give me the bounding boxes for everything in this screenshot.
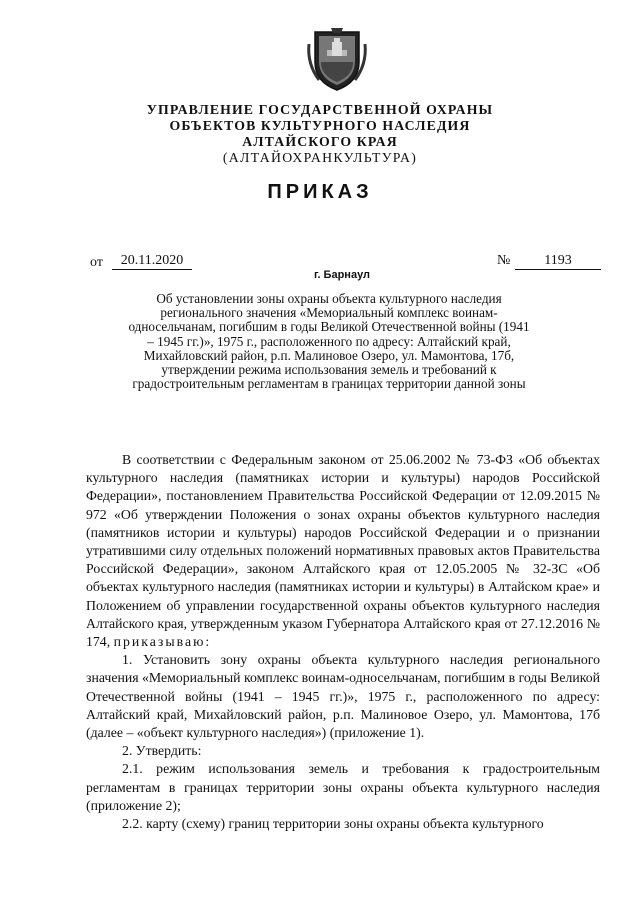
preamble-paragraph <box>86 451 600 651</box>
coat-of-arms-emblem <box>305 24 369 92</box>
org-line-1: УПРАВЛЕНИЕ ГОСУДАРСТВЕННОЙ ОХРАНЫ <box>146 102 494 117</box>
number-label: № <box>497 253 511 268</box>
order-number: 1193 <box>515 253 601 270</box>
order-item-2-2: 2.2. карту (схему) границ территории зоны охраны объекта культурного <box>122 816 544 832</box>
preamble-text: В соответствии с Федеральным законом от 25.06.2002 № 73-ФЗ «Об объектах культурного наследия (памятниках истории и культуры) народов Российской Федерации», постановлением Правительства Российской Федерации от 12.09.2015 № 972 «Об утверждении Положения о зонах охраны объектов культурного наследия (памятников истории и культуры) народов Российской Федерации и о признании утратившими силу отдельных положений нормативных правовых актов Правительства Российской Федерации», законом Алтайского края от 12.05.2005 № 32-ЗС «Об объектах культурного наследия (памятниках истории и культуры) в Алтайском крае» и Положением об управлении государственной охраны объектов культурного наследия Алтайского края, утвержденным указом Губернатора Алтайского края от 27.12.2016 № 174, <box>86 452 600 650</box>
order-item-2: 2. Утвердить: <box>122 743 202 759</box>
organization-short-name: (АЛТАЙОХРАНКУЛЬТУРА) <box>222 150 418 165</box>
date-label: от <box>90 255 103 270</box>
city-name: г. Барнаул <box>313 269 371 281</box>
org-line-3: АЛТАЙСКОГО КРАЯ <box>242 134 398 149</box>
org-line-2: ОБЪЕКТОВ КУЛЬТУРНОГО НАСЛЕДИЯ <box>169 118 471 133</box>
order-body <box>86 451 600 833</box>
order-word: приказываю: <box>113 634 212 650</box>
document-type-title: ПРИКАЗ <box>267 181 373 203</box>
organization-name <box>0 102 640 150</box>
order-date: 20.11.2020 <box>112 253 192 270</box>
order-item-2-1: 2.1. режим использования земель и требования к градостроительным регламентам в границах территории зоны охраны объекта культурного наследия (приложение 2); <box>86 761 600 813</box>
order-item-1: 1. Установить зону охраны объекта культурного наследия регионального значения «Мемориальный комплекс воинам-односельчанам, погибшим в годы Великой Отечественной войны (1941 – 1945 гг.)», 1975 г., расположенного по адресу: Алтайский край, Михайловский район, р.п. Малиновое Озеро, ул. Мамонтова, 17б (далее – «объект культурного наследия») (приложение 1). <box>86 652 601 741</box>
order-subject: Об установлении зоны охраны объекта культурного наследия регионального значения «Мемориальный комплекс воинам-односельчанам, погибшим в годы Великой Отечественной войны (1941 – 1945 гг.)», 1975 г., расположенного по адресу: Алтайский край, Михайловский район, р.п. Малиновое Озеро, ул. Мамонтова, 17б, утверждении режима использования земель и требований к градостроительным регламентам в границах территории данной зоны <box>128 291 530 392</box>
